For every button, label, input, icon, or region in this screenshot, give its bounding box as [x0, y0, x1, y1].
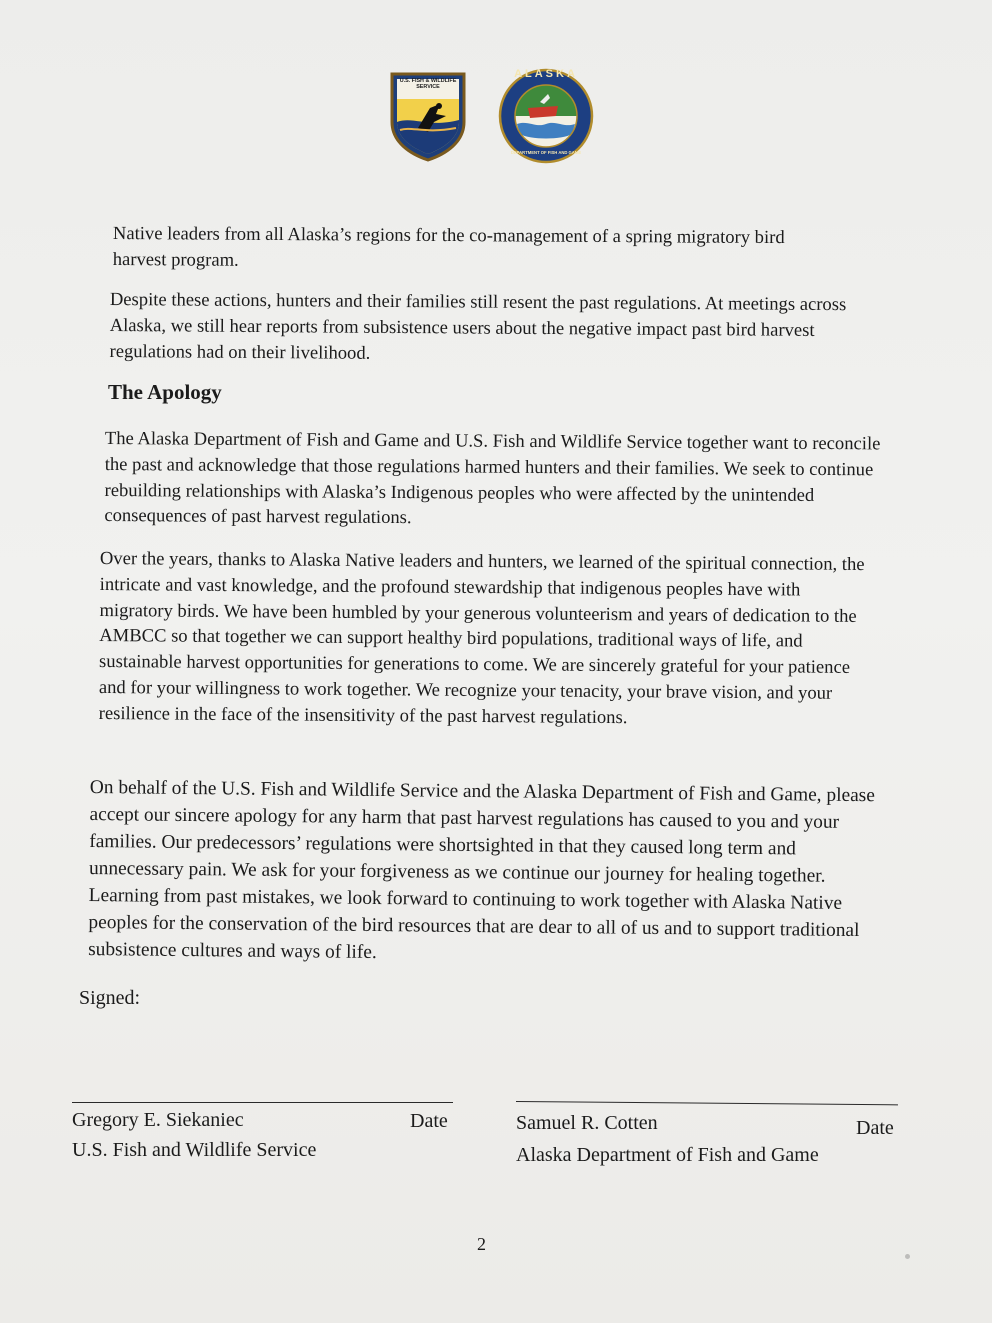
header-logos: [388, 68, 600, 163]
signatory-right-date-label: Date: [856, 1117, 894, 1139]
signature-line-right: [516, 1101, 898, 1105]
signatory-left-date-label: Date: [410, 1110, 448, 1132]
signed-label: Signed:: [79, 987, 141, 1009]
paper-mark: [905, 1254, 910, 1259]
apology-paragraph-2: Over the years, thanks to Alaska Native leaders and hunters, we learned of the spiritual connection, the intricate and vast knowledge, and the profound stewardship that indigenous peoples have with migratory birds. We have been humbled by your generous volunteerism and years of dedication to the AMBCC so that together we can support healthy bird populations, traditional ways of life, and sustainable harvest opportunities for generations to come. We are sincerely grateful for your patience and for your willingness to work together. We recognize your tenacity, your brave vision, and your resilience in the face of the insensitivity of the past harvest regulations.: [98, 547, 865, 728]
signatory-left-name: Gregory E. Siekaniec: [72, 1109, 244, 1131]
adfg-logo-bottom-text: DEPARTMENT OF FISH AND GAME: [510, 150, 582, 155]
page-number: 2: [477, 1234, 486, 1254]
intro-paragraph-1: Native leaders from all Alaska’s regions for the co-management of a spring migratory bird harvest program.: [112, 222, 785, 271]
apology-heading: The Apology: [108, 380, 222, 404]
intro-paragraph-2: Despite these actions, hunters and their families still resent the past regulations. At meetings across Alaska, we still hear reports from subsistence users about the negative impact past bird harvest regulations had on their livelihood.: [109, 288, 847, 364]
apology-paragraph-1: The Alaska Department of Fish and Game and U.S. Fish and Wildlife Service together want to reconcile the past and acknowledge that those regulations harmed hunters and their families. We seek to continue rebuilding relationships with Alaska’s Indigenous peoples who were affected by the unintended consequences of past harvest regulations.: [104, 427, 881, 529]
apology-paragraph-3: On behalf of the U.S. Fish and Wildlife Service and the Alaska Department of Fish and Game, please accept our sincere apology for any harm that past harvest regulations has caused to you and your families. Our predecessors’ regulations were shortsighted in that they caused long term and unnecessary pain. We ask for your forgiveness as we continue our journey for healing together. Learning from past mistakes, we look forward to continuing to work together with Alaska Native peoples for the conservation of the bird resources that are dear to all of us and to support traditional subsistence cultures and ways of life.: [88, 776, 876, 964]
usfws-logo-text: U.S. FISH & WILDLIFE SERVICE: [399, 78, 457, 90]
signatory-right-organization: Alaska Department of Fish and Game: [516, 1144, 819, 1166]
signatory-right-name: Samuel R. Cotten: [516, 1112, 658, 1134]
adfg-logo-top-text: ALASKA: [514, 68, 578, 80]
signatory-left-organization: U.S. Fish and Wildlife Service: [72, 1139, 317, 1161]
signature-line-left: [72, 1102, 453, 1103]
